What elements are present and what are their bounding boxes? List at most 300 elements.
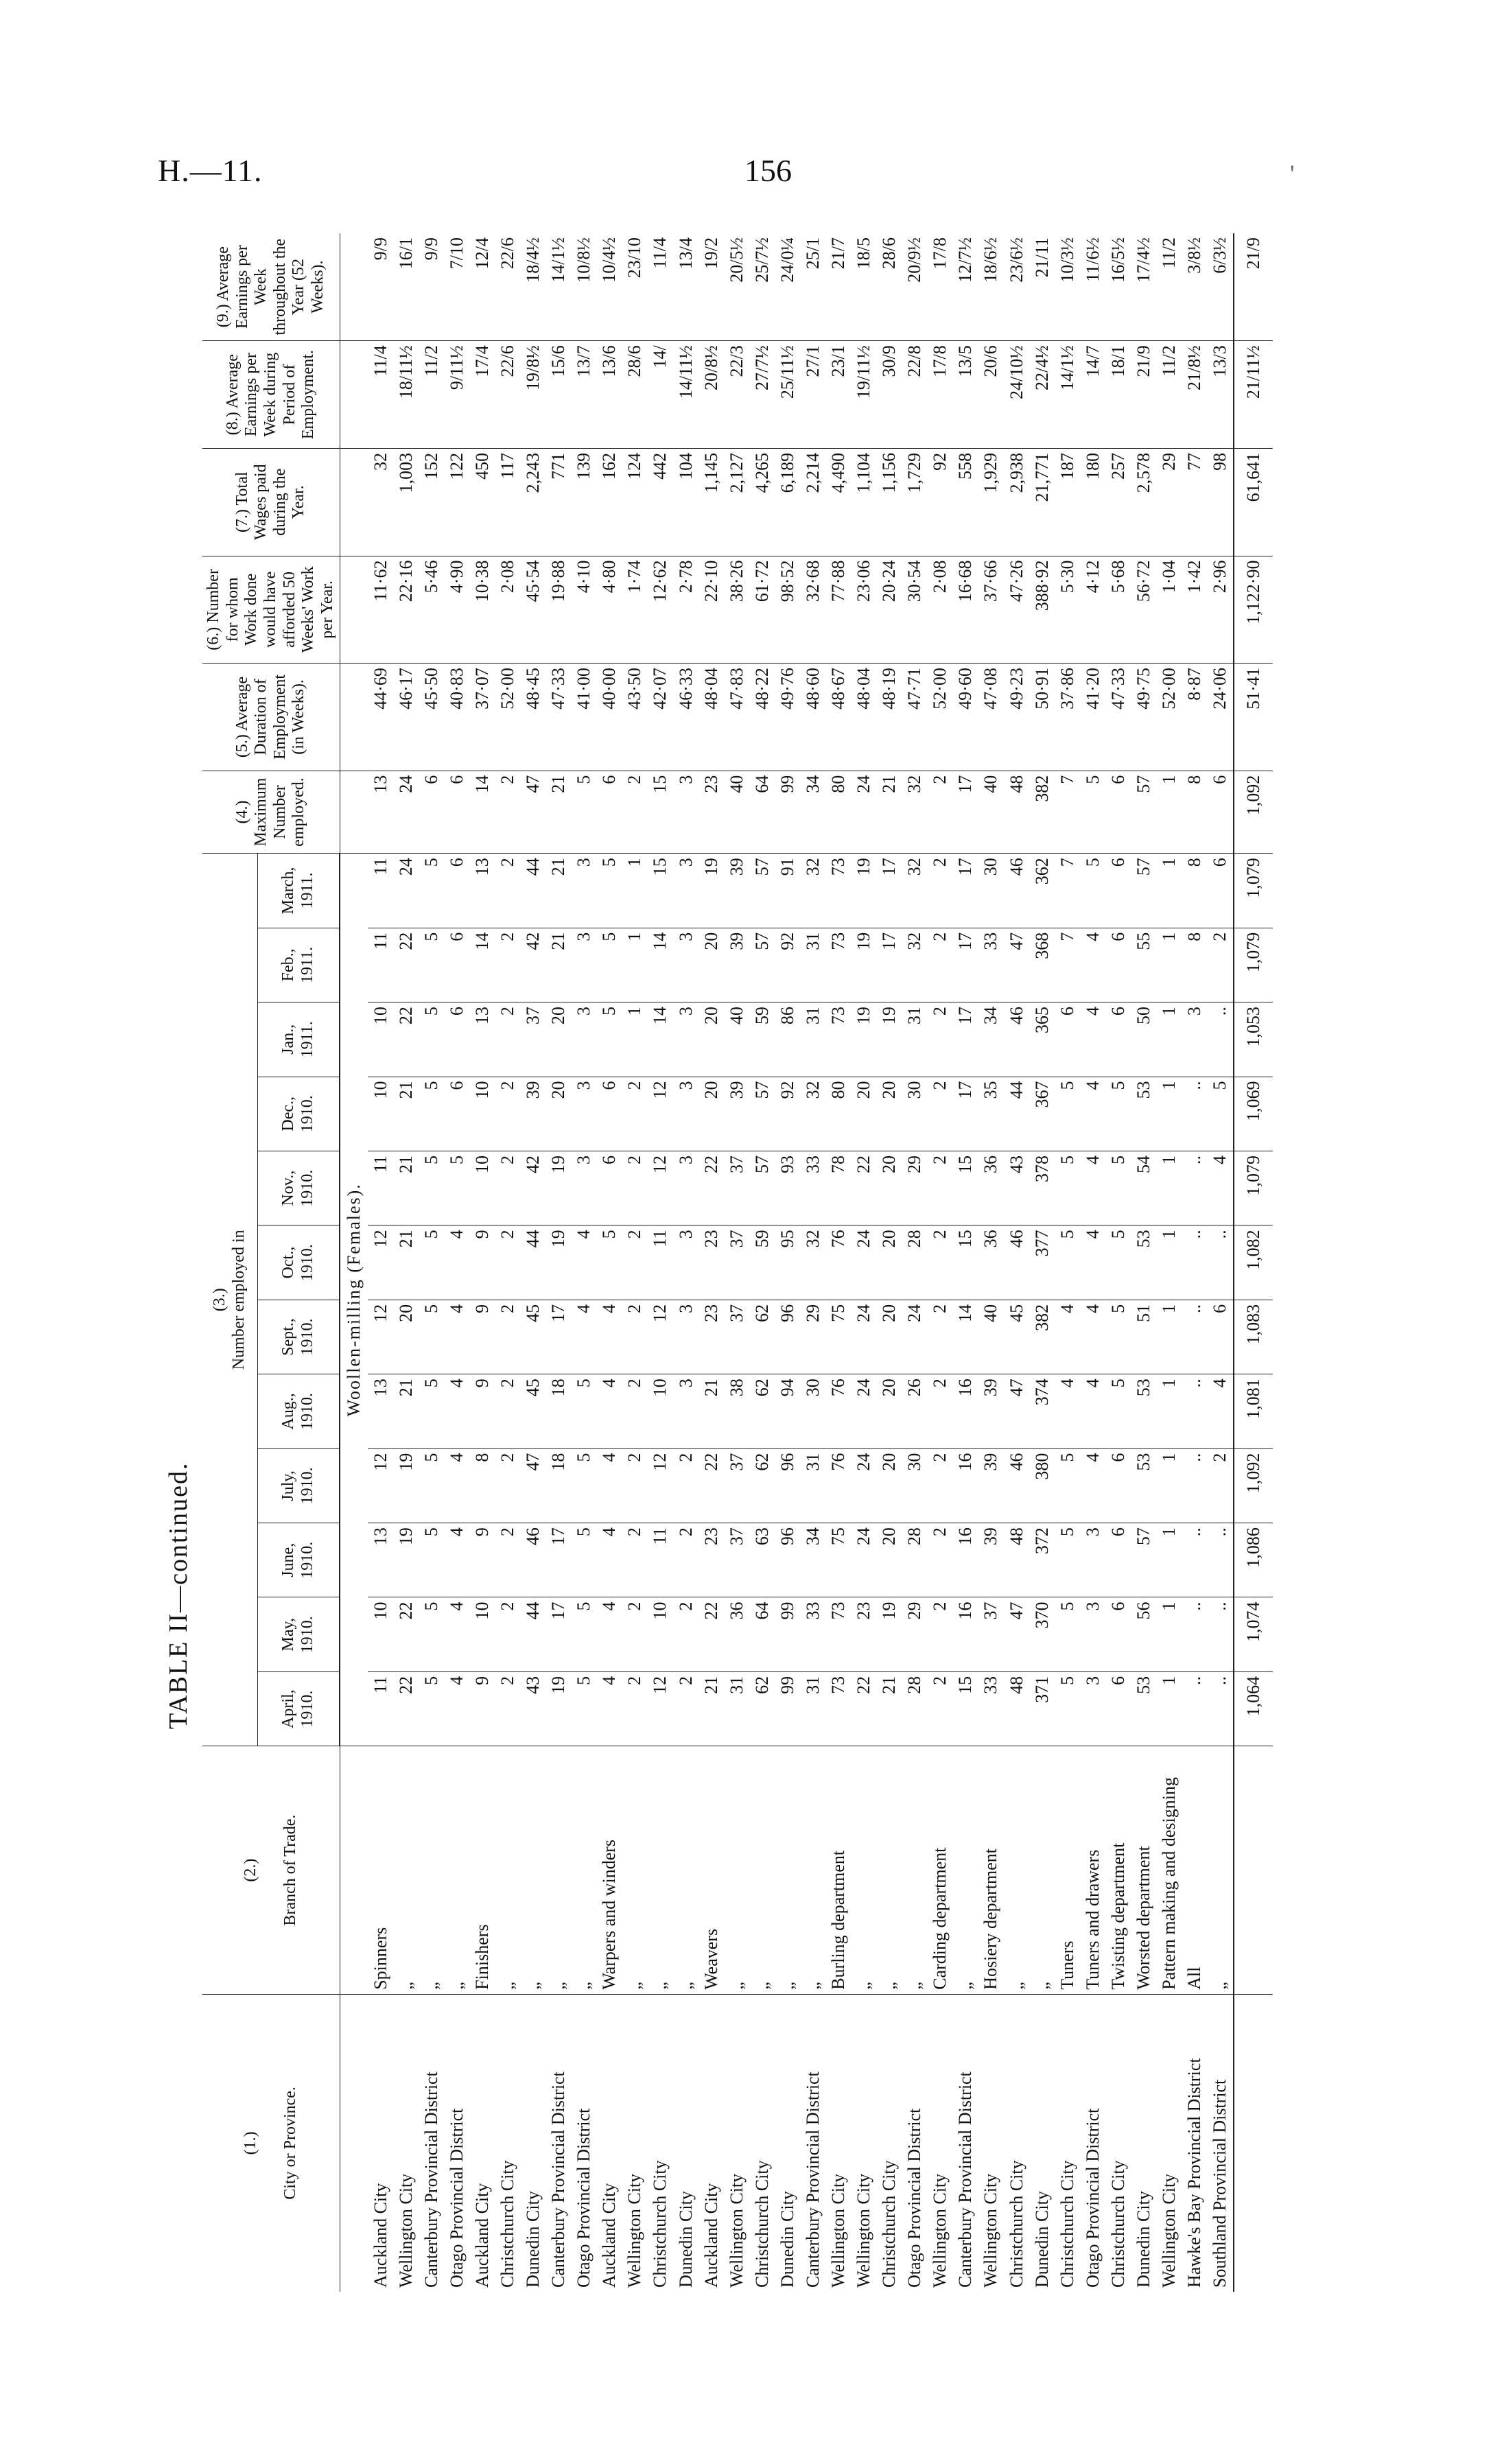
value-cell: 40·00 [597,664,622,771]
value-cell: 4 [1080,1300,1105,1374]
value-cell: 98·52 [775,556,800,664]
totals-blank-cell [1234,1994,1273,2292]
value-cell: 46 [521,1523,546,1597]
value-cell: 3 [673,1077,698,1151]
value-cell: 17/8 [928,233,953,341]
value-cell: 3 [572,1151,597,1225]
total-cell: 51·41 [1234,664,1273,771]
branch-cell: „ [622,1746,648,1994]
value-cell: 23/6½ [1004,233,1029,341]
value-cell: 19/2 [698,233,724,341]
value-cell: 5 [1080,771,1105,853]
value-cell: 20 [877,1225,902,1300]
header-number-employed-num: (3.) [211,1288,229,1312]
value-cell: 47 [521,1448,546,1523]
table-row [1029,233,1055,2292]
value-cell: 2 [928,1151,953,1225]
value-cell: 39 [978,1448,1004,1523]
value-cell: 1 [1157,1300,1182,1374]
value-cell: 3/8½ [1182,233,1208,341]
value-cell: 5·46 [419,556,444,664]
value-cell: 5 [1055,1597,1080,1671]
value-cell: 3 [673,1151,698,1225]
value-cell: 4,265 [749,448,775,556]
value-cell: 21 [393,1151,419,1225]
value-cell: 2 [495,1151,520,1225]
value-cell: 5·30 [1055,556,1080,664]
value-cell: 18/1 [1105,341,1131,449]
value-cell: 40 [724,771,749,853]
value-cell: 1 [1157,771,1182,853]
value-cell: 54 [1131,1151,1156,1225]
value-cell: 45 [521,1300,546,1374]
value-cell: 4 [597,1300,622,1374]
value-cell: 11 [648,1523,673,1597]
value-cell: 5 [444,1151,469,1225]
value-cell: 16·68 [953,556,978,664]
value-cell: 52·00 [928,664,953,771]
value-cell: 2 [622,1671,648,1746]
value-cell: 2 [1208,1448,1234,1523]
table-row [902,233,928,2292]
table-row [444,233,469,2292]
value-cell: 32 [902,771,928,853]
table-row [368,233,393,2292]
value-cell: 11 [648,1225,673,1300]
value-cell: 10/3½ [1055,233,1080,341]
value-cell: 362 [1029,854,1055,928]
branch-cell: All [1182,1746,1208,1994]
value-cell: 62 [749,1300,775,1374]
value-cell: 6 [1055,1002,1080,1077]
header-maximum: (4.) Maximum Number employed. [202,771,340,853]
value-cell: 13 [368,771,393,853]
value-cell: 21 [393,1374,419,1448]
value-cell: 22·10 [698,556,724,664]
branch-cell: „ [444,1746,469,1994]
total-cell: 1,092 [1234,1448,1273,1523]
value-cell: 19 [546,1151,572,1225]
city-cell: Otago Provincial District [904,2108,925,2288]
header-avg-period: (8.) Average Earnings per Week during Period of Employment. [202,341,340,449]
month-header: Nov., 1910. [257,1151,340,1225]
value-cell: 6 [1105,854,1131,928]
value-cell: 14/ [648,341,673,449]
value-cell: 2·08 [495,556,520,664]
value-cell: 17 [877,854,902,928]
value-cell: 91 [775,854,800,928]
value-cell: 32 [800,1077,825,1151]
value-cell: 24 [852,771,877,853]
value-cell: 44 [1004,1077,1029,1151]
month-header: Sept., 1910. [257,1300,340,1374]
value-cell: 5 [419,1374,444,1448]
branch-cell: „ [800,1746,825,1994]
value-cell: 47·83 [724,664,749,771]
value-cell: .. [1182,1671,1208,1746]
month-header: April, 1910. [257,1671,340,1746]
table-title: TABLE II—continued. [164,1462,193,1729]
value-cell: 10 [368,1597,393,1671]
value-cell: 45 [1004,1300,1029,1374]
total-cell: 1,074 [1234,1597,1273,1671]
value-cell: 37·07 [469,664,495,771]
value-cell: 19·88 [546,556,572,664]
value-cell: 21 [877,1671,902,1746]
value-cell: 21/11 [1029,233,1055,341]
branch-cell: Carding department [928,1746,953,1994]
header-total-wages: (7.) Total Wages paid during the Year. [202,448,340,556]
value-cell: 3 [1080,1671,1105,1746]
table-row [724,233,749,2292]
value-cell: 23 [698,1300,724,1374]
total-cell: 61,641 [1234,448,1273,556]
value-cell: 55 [1131,928,1156,1002]
value-cell: 56 [1131,1597,1156,1671]
value-cell: 40 [978,771,1004,853]
value-cell: 29 [902,1597,928,1671]
value-cell: 2 [1208,928,1234,1002]
value-cell: 44 [521,1225,546,1300]
value-cell: 37·86 [1055,664,1080,771]
value-cell: 28 [902,1523,928,1597]
value-cell: 47 [1004,1374,1029,1448]
value-cell: 20 [698,1077,724,1151]
value-cell: 21 [546,854,572,928]
value-cell: 57 [749,854,775,928]
value-cell: 4 [1080,1374,1105,1448]
value-cell: 1 [622,1002,648,1077]
value-cell: 12/4 [469,233,495,341]
value-cell: 22/3 [724,341,749,449]
value-cell: 2 [495,1225,520,1300]
value-cell: 4 [597,1448,622,1523]
header-duration: (5.) Average Duration of Employment (in Weeks). [202,664,340,771]
value-cell: 9 [469,1225,495,1300]
value-cell: 30 [902,1077,928,1151]
value-cell: 16 [953,1374,978,1448]
value-cell: 94 [775,1374,800,1448]
table-row [622,233,648,2292]
value-cell: 4 [597,1523,622,1597]
value-cell: 2 [495,771,520,853]
value-cell: 19 [698,854,724,928]
value-cell: 5 [1105,1225,1131,1300]
section-title: Woollen-milling (Females). [340,854,368,1746]
branch-cell: Weavers [698,1746,724,1994]
value-cell: 33 [978,928,1004,1002]
value-cell: 46 [1004,854,1029,928]
value-cell: 92 [775,928,800,1002]
value-cell: 53 [1131,1077,1156,1151]
value-cell: 15 [953,1671,978,1746]
value-cell: 17/8 [928,341,953,449]
value-cell: 4 [1080,928,1105,1002]
value-cell: 4·90 [444,556,469,664]
value-cell: 6 [597,771,622,853]
value-cell: 14 [953,1300,978,1374]
branch-cell: Hosiery department [978,1746,1004,1994]
value-cell: 48·67 [825,664,851,771]
value-cell: 5 [1105,1077,1131,1151]
value-cell: 64 [749,771,775,853]
branch-cell: „ [775,1746,800,1994]
value-cell: 1·04 [1157,556,1182,664]
value-cell: 73 [825,1671,851,1746]
branch-cell: „ [648,1746,673,1994]
value-cell: 21 [546,771,572,853]
city-cell: Dunedin City [523,2191,543,2288]
value-cell: 13/7 [572,341,597,449]
table-row [495,233,520,2292]
value-cell: 20/5½ [724,233,749,341]
value-cell: 53 [1131,1225,1156,1300]
value-cell: 43 [1004,1151,1029,1225]
value-cell: 1 [1157,1448,1182,1523]
branch-cell: „ [673,1746,698,1994]
value-cell: .. [1182,1448,1208,1523]
value-cell: 10 [368,1077,393,1151]
value-cell: 5 [1055,1671,1080,1746]
value-cell: 10 [368,1002,393,1077]
value-cell: 22/8 [902,341,928,449]
value-cell: 20 [877,1077,902,1151]
value-cell: 10 [469,1597,495,1671]
value-cell: 21 [546,928,572,1002]
value-cell: 2 [622,1077,648,1151]
city-cell: Wellington City [726,2173,747,2288]
value-cell: .. [1208,1671,1234,1746]
value-cell: .. [1208,1225,1234,1300]
value-cell: 4 [1080,1448,1105,1523]
value-cell: 45·54 [521,556,546,664]
value-cell: 2 [622,1597,648,1671]
branch-cell: Finishers [469,1746,495,1994]
header-city [202,1994,340,2292]
value-cell: 20 [546,1077,572,1151]
value-cell: 99 [775,771,800,853]
value-cell: 93 [775,1151,800,1225]
value-cell: 44 [521,1597,546,1671]
value-cell: 1,104 [852,448,877,556]
value-cell: 5 [572,1374,597,1448]
value-cell: 5 [419,1523,444,1597]
value-cell: 9 [469,1300,495,1374]
value-cell: 24 [852,1448,877,1523]
month-header: July, 1910. [257,1448,340,1523]
value-cell: 32 [368,448,393,556]
value-cell: 8·87 [1182,664,1208,771]
value-cell: 4 [444,1597,469,1671]
value-cell: 22 [698,1448,724,1523]
value-cell: 5·68 [1105,556,1131,664]
value-cell: 19 [852,928,877,1002]
value-cell: 21,771 [1029,448,1055,556]
value-cell: 8 [1182,771,1208,853]
branch-cell: „ [902,1746,928,1994]
value-cell: 450 [469,448,495,556]
value-cell: 5 [1055,1151,1080,1225]
city-cell: Dunedin City [1133,2191,1153,2288]
value-cell: 771 [546,448,572,556]
value-cell: 27/1 [800,341,825,449]
value-cell: 48·19 [877,664,902,771]
branch-cell: Spinners [368,1746,393,1994]
value-cell: 23/1 [825,341,851,449]
value-cell: 29 [800,1300,825,1374]
value-cell: 24 [852,1374,877,1448]
header-city-label: City or Province. [281,2087,299,2200]
value-cell: 5 [1105,1151,1131,1225]
value-cell: 47·33 [1105,664,1131,771]
value-cell: 3 [673,1300,698,1374]
city-cell: Otago Provincial District [574,2108,594,2288]
value-cell: 42 [521,1151,546,1225]
table-row [1080,233,1105,2292]
value-cell: 43 [521,1671,546,1746]
value-cell: 33 [800,1151,825,1225]
value-cell: 2 [928,1225,953,1300]
margin-mark: ' [1290,160,1295,187]
value-cell: 22·16 [393,556,419,664]
branch-cell: „ [572,1746,597,1994]
total-cell: 1,069 [1234,1077,1273,1151]
value-cell: 2 [622,1374,648,1448]
value-cell: 49·76 [775,664,800,771]
value-cell: 6 [597,1077,622,1151]
city-cell: Christchurch City [1107,2160,1128,2288]
value-cell: 37 [724,1523,749,1597]
value-cell: 96 [775,1523,800,1597]
value-cell: 22 [393,1671,419,1746]
city-cell: Auckland City [370,2183,390,2288]
value-cell: 3 [673,854,698,928]
value-cell: 23 [698,771,724,853]
value-cell: 11·62 [368,556,393,664]
value-cell: 2 [495,928,520,1002]
value-cell: 36 [978,1151,1004,1225]
table-row [597,233,622,2292]
value-cell: 1 [1157,854,1182,928]
value-cell: 73 [825,854,851,928]
value-cell: 44·69 [368,664,393,771]
value-cell: 3 [572,1077,597,1151]
value-cell: 382 [1029,1300,1055,1374]
value-cell: 13 [469,1002,495,1077]
branch-cell: „ [852,1746,877,1994]
table-row [852,233,877,2292]
city-cell: Wellington City [624,2173,645,2288]
value-cell: 5 [572,1597,597,1671]
value-cell: 21 [698,1671,724,1746]
table-row [1157,233,1182,2292]
value-cell: 12 [648,1077,673,1151]
city-cell: Wellington City [981,2173,1001,2288]
branch-cell: „ [419,1746,444,1994]
city-cell: Wellington City [395,2173,416,2288]
value-cell: 24/10½ [1004,341,1029,449]
value-cell: 17 [546,1523,572,1597]
value-cell: 11/4 [368,341,393,449]
table-row [1131,233,1156,2292]
value-cell: 6 [1208,1300,1234,1374]
value-cell: 2 [622,1151,648,1225]
value-cell: .. [1208,1002,1234,1077]
value-cell: 2 [622,1448,648,1523]
value-cell: 57 [749,1151,775,1225]
value-cell: 39 [978,1523,1004,1597]
value-cell: 57 [749,928,775,1002]
value-cell: 8 [469,1448,495,1523]
table-row [648,233,673,2292]
value-cell: 20·24 [877,556,902,664]
branch-cell: „ [724,1746,749,1994]
value-cell: 48 [1004,1671,1029,1746]
value-cell: 6 [1105,1671,1131,1746]
value-cell: 12 [648,1448,673,1523]
value-cell: 76 [825,1374,851,1448]
value-cell: 14/1½ [1055,341,1080,449]
table-row [825,233,851,2292]
value-cell: 47·33 [546,664,572,771]
rotated-table [202,233,1273,2292]
table-row [1208,233,1234,2292]
value-cell: 30 [978,854,1004,928]
value-cell: 9/9 [368,233,393,341]
value-cell: 21 [393,1225,419,1300]
value-cell: 12 [648,1151,673,1225]
value-cell: 6 [444,854,469,928]
value-cell: 53 [1131,1671,1156,1746]
value-cell: 57 [1131,771,1156,853]
value-cell: 22 [698,1151,724,1225]
value-cell: 13/6 [597,341,622,449]
value-cell: 45·50 [419,664,444,771]
value-cell: 53 [1131,1374,1156,1448]
value-cell: 14 [469,771,495,853]
value-cell: 28/6 [877,233,902,341]
branch-cell: Tuners and drawers [1080,1746,1105,1994]
value-cell: 11 [368,928,393,1002]
document-reference: H.—11. [158,153,263,188]
value-cell: 41·00 [572,664,597,771]
value-cell: 57 [749,1077,775,1151]
value-cell: 24 [852,1300,877,1374]
value-cell: 12 [648,1300,673,1374]
value-cell: 35 [978,1077,1004,1151]
value-cell: 2 [622,771,648,853]
value-cell: 15 [953,1225,978,1300]
value-cell: 8 [1182,854,1208,928]
value-cell: 11 [368,1671,393,1746]
branch-cell: Tuners [1055,1746,1080,1994]
value-cell: 20/6 [978,341,1004,449]
value-cell: 2 [495,1002,520,1077]
value-cell: 1 [1157,1374,1182,1448]
value-cell: 50 [1131,1002,1156,1077]
value-cell: 47 [1004,928,1029,1002]
value-cell: 10 [648,1374,673,1448]
value-cell: 37 [978,1597,1004,1671]
value-cell: 1,003 [393,448,419,556]
value-cell: 2 [928,771,953,853]
value-cell: 18 [546,1448,572,1523]
value-cell: 9/9 [419,233,444,341]
value-cell: 52·00 [1157,664,1182,771]
value-cell: 371 [1029,1671,1055,1746]
value-cell: 61·72 [749,556,775,664]
value-cell: 2 [928,1374,953,1448]
